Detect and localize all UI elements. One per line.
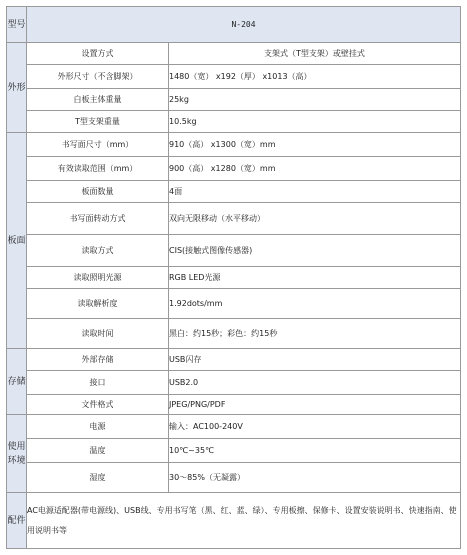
row-label: 设置方式 <box>27 43 169 65</box>
table-row <box>7 319 461 349</box>
row-label: 外部存储 <box>27 349 169 371</box>
row-value: 输入：AC100-240V <box>169 415 461 439</box>
table-row <box>7 289 461 319</box>
row-label: 有效读取范围（mm） <box>27 157 169 181</box>
table-row <box>7 133 461 157</box>
row-value: CIS(接触式图像传感器) <box>169 235 461 267</box>
row-label: 温度 <box>27 439 169 463</box>
row-value: 900（高） x1280（宽）mm <box>169 157 461 181</box>
accessories-text: AC电源适配器(带电源线)、USB线、专用书写笔（黑、红、蓝、绿）、专用板擦、保修卡、设置安装说明书、快速指南、使用说明书等 <box>27 493 461 549</box>
row-label: 读取时间 <box>27 319 169 349</box>
row-value: 910（高） x1300（宽）mm <box>169 133 461 157</box>
table-row <box>7 235 461 267</box>
row-label: 书写面转动方式 <box>27 203 169 235</box>
table-row <box>7 395 461 415</box>
section-storage-title: 存储 <box>7 349 27 415</box>
table-row <box>7 89 461 111</box>
table-row <box>7 111 461 133</box>
section-environment-title: 使用环境 <box>7 415 27 493</box>
row-label: 读取照明光源 <box>27 267 169 289</box>
table-row <box>7 349 461 371</box>
section-exterior-title: 外形 <box>7 43 27 133</box>
table-row <box>7 439 461 463</box>
model-row <box>7 7 461 43</box>
section-accessories-title: 配件 <box>7 493 27 549</box>
table-row <box>7 415 461 439</box>
table-row <box>7 203 461 235</box>
table-row <box>7 181 461 203</box>
table-row <box>7 43 461 65</box>
row-value: 25kg <box>169 89 461 111</box>
table-row <box>7 371 461 395</box>
row-value: RGB LED光源 <box>169 267 461 289</box>
row-value: 支架式（T型支架）或壁挂式 <box>169 43 461 65</box>
row-label: 书写面尺寸（mm） <box>27 133 169 157</box>
row-label: 外形尺寸（不含脚架） <box>27 65 169 89</box>
model-category-cell <box>7 7 27 43</box>
row-value: 1480（宽） x192（厚） x1013（高） <box>169 65 461 89</box>
row-value: 1.92dots/mm <box>169 289 461 319</box>
row-value: 黑白：约15秒；彩色：约15秒 <box>169 319 461 349</box>
row-value: JPEG/PNG/PDF <box>169 395 461 415</box>
model-category-label: 型号 <box>7 19 26 30</box>
row-label: 电源 <box>27 415 169 439</box>
row-value: 30～85%（无凝露） <box>169 463 461 493</box>
row-label: 文件格式 <box>27 395 169 415</box>
row-label: 板面数量 <box>27 181 169 203</box>
row-label: 白板主体重量 <box>27 89 169 111</box>
spec-sheet <box>6 6 461 549</box>
row-value: USB2.0 <box>169 371 461 395</box>
table-row <box>7 463 461 493</box>
row-label: T型支架重量 <box>27 111 169 133</box>
row-label: 湿度 <box>27 463 169 493</box>
table-row <box>7 267 461 289</box>
table-row <box>7 493 461 549</box>
model-value: N-204 <box>27 7 461 43</box>
table-row <box>7 65 461 89</box>
table-row <box>7 157 461 181</box>
row-label: 读取方式 <box>27 235 169 267</box>
row-value: 10.5kg <box>169 111 461 133</box>
row-value: 10℃~35℃ <box>169 439 461 463</box>
row-value: 4面 <box>169 181 461 203</box>
row-value: 双向无限移动（水平移动） <box>169 203 461 235</box>
spec-table <box>6 6 461 549</box>
row-label: 读取解析度 <box>27 289 169 319</box>
section-board-title: 板面 <box>7 133 27 349</box>
row-label: 接口 <box>27 371 169 395</box>
row-value: USB闪存 <box>169 349 461 371</box>
